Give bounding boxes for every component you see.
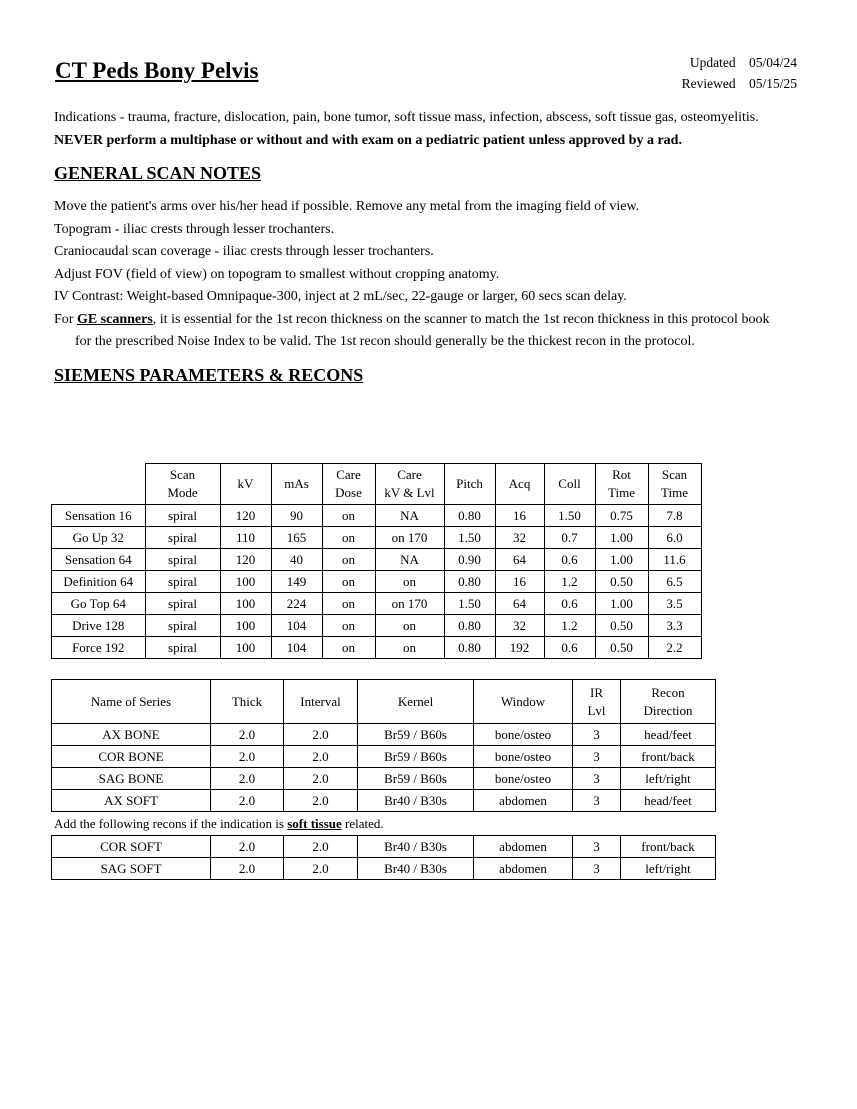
table-cell: 0.6 — [544, 637, 595, 659]
table-cell: on — [322, 593, 375, 615]
column-header: Care Dose — [322, 464, 375, 505]
table-cell: 0.75 — [595, 505, 648, 527]
table-row — [52, 593, 702, 615]
table-cell: 0.80 — [444, 505, 495, 527]
table-cell: 1.2 — [544, 615, 595, 637]
table-cell: 2.0 — [284, 790, 358, 812]
table-cell: 2.0 — [211, 746, 284, 768]
table-cell: on — [322, 571, 375, 593]
table-cell: 11.6 — [648, 549, 701, 571]
table-cell: 120 — [220, 505, 271, 527]
empty-corner-cell — [52, 464, 146, 505]
table-cell: left/right — [621, 768, 716, 790]
table-cell: on 170 — [375, 527, 444, 549]
table-cell: 2.0 — [211, 836, 284, 858]
column-header: Scan Mode — [145, 464, 220, 505]
soft-note-suffix: related. — [341, 816, 384, 831]
table-cell: 0.7 — [544, 527, 595, 549]
ge-scanners-link[interactable]: GE scanners — [76, 311, 153, 327]
table-cell: 224 — [271, 593, 322, 615]
table-cell: 0.50 — [595, 615, 648, 637]
table-cell: 110 — [220, 527, 271, 549]
column-header: Name of Series — [52, 680, 211, 724]
table-cell: head/feet — [621, 724, 716, 746]
ge-note-prefix: For — [54, 311, 77, 327]
scanner-name-cell: Go Up 32 — [52, 527, 146, 549]
column-header: IR Lvl — [573, 680, 621, 724]
table-cell: abdomen — [474, 790, 573, 812]
table-cell: 0.50 — [595, 571, 648, 593]
table-row — [52, 790, 716, 812]
table-cell: 0.80 — [444, 637, 495, 659]
general-note: Craniocaudal scan coverage - iliac crests through lesser trochanters. — [54, 244, 434, 259]
scanner-name-cell: Definition 64 — [52, 571, 146, 593]
table-cell: 1.00 — [595, 593, 648, 615]
table-cell: 0.80 — [444, 615, 495, 637]
warning-text: NEVER perform a multiphase or without and with exam on a pediatric patient unless approved by a rad. — [54, 132, 682, 148]
table-row — [52, 615, 702, 637]
table-cell: 1.50 — [544, 505, 595, 527]
table-cell: 2.0 — [211, 768, 284, 790]
table-cell: 6.0 — [648, 527, 701, 549]
table-cell: spiral — [145, 571, 220, 593]
scanner-name-cell: Sensation 64 — [52, 549, 146, 571]
table-cell: abdomen — [474, 858, 573, 880]
table-cell: 2.2 — [648, 637, 701, 659]
table-cell: 16 — [495, 571, 544, 593]
table-cell: Br59 / B60s — [358, 768, 474, 790]
reviewed-label: Reviewed — [681, 76, 736, 91]
table-cell: 40 — [271, 549, 322, 571]
table-cell: on — [375, 637, 444, 659]
table-row — [52, 505, 702, 527]
column-header: Thick — [211, 680, 284, 724]
column-header: Care kV & Lvl — [375, 464, 444, 505]
table-row — [52, 549, 702, 571]
scanner-name-cell: Drive 128 — [52, 615, 146, 637]
table-cell: bone/osteo — [474, 724, 573, 746]
table-cell: 7.8 — [648, 505, 701, 527]
table-cell: 1.50 — [444, 593, 495, 615]
table-cell: 16 — [495, 505, 544, 527]
general-note: Topogram - iliac crests through lesser trochanters. — [54, 221, 335, 237]
table-cell: 3 — [573, 746, 621, 768]
table-cell: on — [322, 505, 375, 527]
table-cell: 0.6 — [544, 549, 595, 571]
table-cell: Br40 / B30s — [358, 858, 474, 880]
reviewed-date: 05/15/25 — [748, 76, 797, 91]
table-cell: 2.0 — [211, 790, 284, 812]
table-cell: 165 — [271, 527, 322, 549]
table-cell: front/back — [621, 836, 716, 858]
column-header: Coll — [544, 464, 595, 505]
table-cell: left/right — [621, 858, 716, 880]
soft-note-prefix: Add the following recons if the indication is — [54, 816, 288, 831]
table-cell: on — [322, 549, 375, 571]
table-cell: 100 — [220, 615, 271, 637]
table-cell: 1.00 — [595, 549, 648, 571]
table-cell: 104 — [271, 615, 322, 637]
siemens-heading: SIEMENS PARAMETERS & RECONS — [54, 364, 364, 385]
column-header: Window — [474, 680, 573, 724]
table-cell: on 170 — [375, 593, 444, 615]
table-cell: 192 — [495, 637, 544, 659]
general-note: Move the patient's arms over his/her head if possible. Remove any metal from the imaging field of view. — [54, 199, 640, 214]
scanner-name-cell: Force 192 — [52, 637, 146, 659]
table-cell: 2.0 — [284, 768, 358, 790]
table-cell: 2.0 — [284, 746, 358, 768]
table-cell: 3 — [573, 836, 621, 858]
table-row — [52, 571, 702, 593]
table-cell: 100 — [220, 593, 271, 615]
column-header: kV — [220, 464, 271, 505]
table-cell: on — [322, 637, 375, 659]
table-cell: 2.0 — [284, 836, 358, 858]
table-cell: 3 — [573, 768, 621, 790]
table-row — [52, 746, 716, 768]
column-header: Pitch — [444, 464, 495, 505]
table-cell: 104 — [271, 637, 322, 659]
table-cell: spiral — [145, 637, 220, 659]
protocol-body — [54, 107, 789, 398]
ge-note-text: , it is essential for the 1st recon thickness on the scanner to match the 1st recon thickness in this protocol book for the prescribed Noise Index to be valid. The 1st recon should generally be the thickest recon in the protocol. — [75, 311, 770, 349]
column-header: Scan Time — [648, 464, 701, 505]
recon-table — [51, 679, 716, 812]
table-cell: 100 — [220, 637, 271, 659]
series-name-cell: COR SOFT — [52, 836, 211, 858]
table-cell: 6.5 — [648, 571, 701, 593]
column-header: Recon Direction — [621, 680, 716, 724]
table-cell: spiral — [145, 527, 220, 549]
table-cell: 149 — [271, 571, 322, 593]
table-cell: 0.80 — [444, 571, 495, 593]
table-cell: 32 — [495, 527, 544, 549]
table-cell: Br59 / B60s — [358, 724, 474, 746]
table-cell: 1.50 — [444, 527, 495, 549]
table-row — [52, 724, 716, 746]
table-row — [52, 637, 702, 659]
general-scan-notes-heading: GENERAL SCAN NOTES — [54, 163, 262, 183]
table-cell: 100 — [220, 571, 271, 593]
table-cell: 0.90 — [444, 549, 495, 571]
column-header: Acq — [495, 464, 544, 505]
indications-text: Indications - trauma, fracture, dislocation, pain, bone tumor, soft tissue mass, infection, abscess, soft tissue gas, osteomyelitis. — [54, 110, 759, 125]
table-cell: on — [322, 527, 375, 549]
table-cell: 2.0 — [211, 858, 284, 880]
table-cell: on — [322, 615, 375, 637]
scan-parameters-table — [51, 463, 702, 659]
table-cell: NA — [375, 505, 444, 527]
soft-note-bold: soft tissue — [287, 816, 342, 831]
column-header: Rot Time — [595, 464, 648, 505]
series-name-cell: COR BONE — [52, 746, 211, 768]
scanner-name-cell: Sensation 16 — [52, 505, 146, 527]
column-header: Interval — [284, 680, 358, 724]
table-cell: 3 — [573, 858, 621, 880]
series-name-cell: SAG BONE — [52, 768, 211, 790]
column-header: mAs — [271, 464, 322, 505]
column-header: Kernel — [358, 680, 474, 724]
table-cell: spiral — [145, 615, 220, 637]
table-cell: abdomen — [474, 836, 573, 858]
table-cell: bone/osteo — [474, 768, 573, 790]
table-cell: 0.50 — [595, 637, 648, 659]
table-cell: 0.6 — [544, 593, 595, 615]
table-cell: 64 — [495, 549, 544, 571]
updated-label: Updated — [689, 55, 736, 70]
page-title: CT Peds Bony Pelvis — [55, 58, 259, 83]
table-cell: 3 — [573, 790, 621, 812]
table-row — [52, 858, 716, 880]
table-header-row — [52, 464, 702, 505]
table-header-row — [52, 680, 716, 724]
table-cell: bone/osteo — [474, 746, 573, 768]
table-cell: 64 — [495, 593, 544, 615]
table-cell: spiral — [145, 505, 220, 527]
series-name-cell: SAG SOFT — [52, 858, 211, 880]
table-cell: 120 — [220, 549, 271, 571]
table-cell: front/back — [621, 746, 716, 768]
table-cell: Br59 / B60s — [358, 746, 474, 768]
table-cell: 2.0 — [284, 858, 358, 880]
general-note: Adjust FOV (field of view) on topogram to smallest without cropping anatomy. — [54, 266, 500, 282]
table-cell: 32 — [495, 615, 544, 637]
soft-recon-table — [51, 835, 716, 880]
table-cell: 3 — [573, 724, 621, 746]
table-cell: on — [375, 615, 444, 637]
soft-tissue-note — [54, 816, 384, 832]
table-cell: 2.0 — [211, 724, 284, 746]
table-cell: NA — [375, 549, 444, 571]
table-cell: head/feet — [621, 790, 716, 812]
table-cell: spiral — [145, 549, 220, 571]
table-cell: on — [375, 571, 444, 593]
series-name-cell: AX SOFT — [52, 790, 211, 812]
table-cell: 2.0 — [284, 724, 358, 746]
table-row — [52, 527, 702, 549]
table-row — [52, 768, 716, 790]
table-cell: 1.2 — [544, 571, 595, 593]
table-cell: 90 — [271, 505, 322, 527]
table-cell: 3.3 — [648, 615, 701, 637]
table-cell: 1.00 — [595, 527, 648, 549]
table-cell: 3.5 — [648, 593, 701, 615]
revision-dates — [682, 52, 797, 94]
updated-date: 05/04/24 — [748, 55, 797, 70]
table-row — [52, 836, 716, 858]
ge-scanner-note — [54, 309, 789, 354]
series-name-cell: AX BONE — [52, 724, 211, 746]
table-cell: Br40 / B30s — [358, 836, 474, 858]
table-cell: spiral — [145, 593, 220, 615]
scanner-name-cell: Go Top 64 — [52, 593, 146, 615]
general-note: IV Contrast: Weight-based Omnipaque-300, inject at 2 mL/sec, 22-gauge or larger, 60 secs scan delay. — [54, 289, 627, 304]
table-cell: Br40 / B30s — [358, 790, 474, 812]
